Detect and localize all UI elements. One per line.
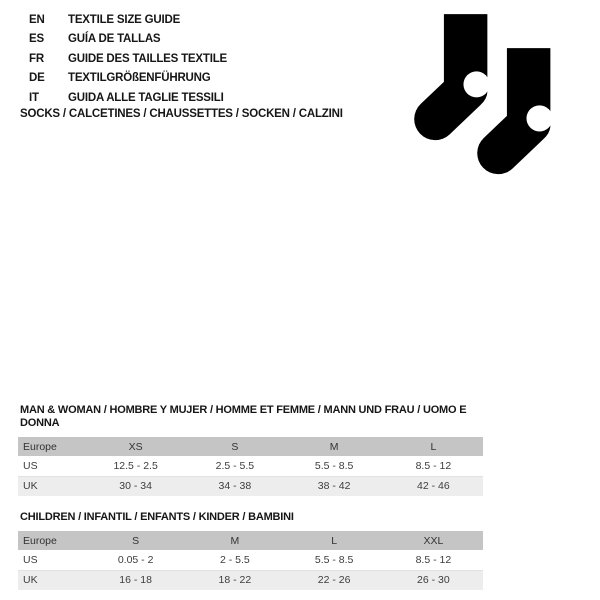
language-label: GUIDA ALLE TAGLIE TESSILI <box>68 91 224 104</box>
size-value: 8.5 - 12 <box>384 550 483 570</box>
language-row-de <box>29 69 227 88</box>
region-label: UK <box>18 476 86 496</box>
language-label: TEXTILGRÖßENFÜHRUNG <box>68 72 211 85</box>
language-code: DE <box>29 72 45 85</box>
language-list <box>29 11 227 108</box>
language-row-es <box>29 30 227 49</box>
size-value: 34 - 38 <box>185 476 284 496</box>
table-title: CHILDREN / INFANTIL / ENFANTS / KINDER / BAMBINI <box>20 511 294 523</box>
language-code: IT <box>29 91 39 104</box>
language-row-en <box>29 11 227 30</box>
table-row-uk <box>18 570 483 590</box>
column-header-s: S <box>185 437 284 456</box>
children-table <box>18 531 483 590</box>
children-size-table <box>18 511 483 590</box>
language-code: ES <box>29 33 44 46</box>
category-title: SOCKS / CALCETINES / CHAUSSETTES / SOCKEN / CALZINI <box>20 108 343 120</box>
language-row-it <box>29 89 227 108</box>
table-title: MAN & WOMAN / HOMBRE Y MUJER / HOMME ET FEMME / MANN UND FRAU / UOMO E DONNA <box>20 404 467 429</box>
men-women-table <box>18 437 483 496</box>
size-value: 5.5 - 8.5 <box>285 550 384 570</box>
language-label: TEXTILE SIZE GUIDE <box>68 14 181 26</box>
table-header-row <box>18 437 483 456</box>
size-value: 2 - 5.5 <box>185 550 284 570</box>
column-header-xxl: XXL <box>384 531 483 550</box>
column-header-region: Europe <box>18 531 86 550</box>
socks-icon <box>399 14 554 175</box>
size-value: 8.5 - 12 <box>384 456 483 476</box>
column-header-s: S <box>86 531 185 550</box>
size-value: 42 - 46 <box>384 476 483 496</box>
size-value: 38 - 42 <box>285 476 384 496</box>
region-label: US <box>18 550 86 570</box>
region-label: US <box>18 456 86 476</box>
language-code: EN <box>29 14 45 26</box>
column-header-l: L <box>384 437 483 456</box>
column-header-xs: XS <box>86 437 185 456</box>
size-value: 18 - 22 <box>185 570 284 590</box>
column-header-l: L <box>285 531 384 550</box>
table-row-uk <box>18 476 483 496</box>
size-value: 2.5 - 5.5 <box>185 456 284 476</box>
language-label: GUÍA DE TALLAS <box>68 33 161 46</box>
men-women-size-table <box>18 404 483 496</box>
column-header-m: M <box>285 437 384 456</box>
column-header-region: Europe <box>18 437 86 456</box>
size-value: 12.5 - 2.5 <box>86 456 185 476</box>
size-value: 0.05 - 2 <box>86 550 185 570</box>
size-value: 30 - 34 <box>86 476 185 496</box>
size-value: 26 - 30 <box>384 570 483 590</box>
language-code: FR <box>29 52 44 65</box>
size-value: 5.5 - 8.5 <box>285 456 384 476</box>
column-header-m: M <box>185 531 284 550</box>
table-row-us <box>18 550 483 570</box>
language-label: GUIDE DES TAILLES TEXTILE <box>68 52 227 65</box>
region-label: UK <box>18 570 86 590</box>
size-value: 16 - 18 <box>86 570 185 590</box>
table-header-row <box>18 531 483 550</box>
table-row-us <box>18 456 483 476</box>
language-row-fr <box>29 50 227 69</box>
size-value: 22 - 26 <box>285 570 384 590</box>
